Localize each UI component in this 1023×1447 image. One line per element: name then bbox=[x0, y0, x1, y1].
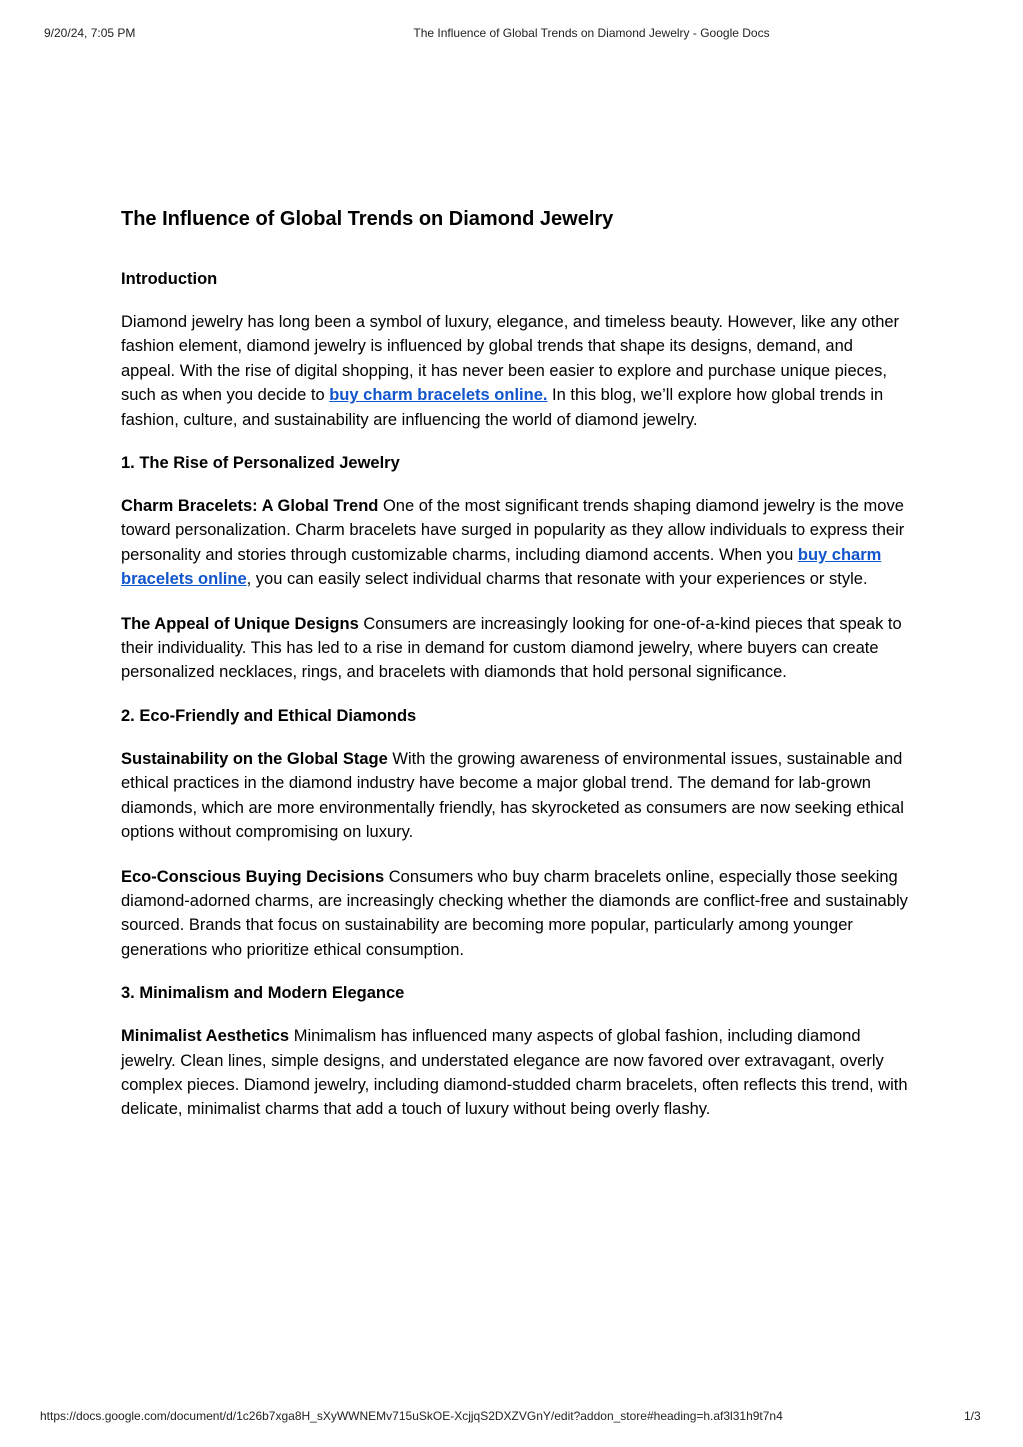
s3-p1-text: Minimalism has influenced many aspects of global fashion, including diamond jewelry. Clean lines, simple designs, and understated elegance are now favored over extravagant, overly complex pieces. Diamond jewelry, including diamond-studded charm bracelets, often reflects this trend, with delicate, minimalist charms that add a touch of luxury without being overly flashy. bbox=[121, 1027, 908, 1119]
section-1-paragraph-2 bbox=[121, 612, 911, 685]
print-footer bbox=[0, 1409, 1023, 1425]
buy-charm-bracelets-link-1[interactable]: buy charm bracelets online. bbox=[329, 386, 548, 405]
section-2-paragraph-1 bbox=[121, 747, 911, 845]
section-3-heading: 3. Minimalism and Modern Elegance bbox=[121, 984, 405, 1003]
section-1-heading: 1. The Rise of Personalized Jewelry bbox=[121, 454, 400, 473]
intro-heading: Introduction bbox=[121, 270, 218, 288]
document-title: The Influence of Global Trends on Diamond Jewelry bbox=[121, 208, 614, 230]
charm-bracelets-lead: Charm Bracelets: A Global Trend bbox=[121, 497, 379, 516]
print-url: https://docs.google.com/document/d/1c26b7xga8H_sXyWWNEMv715uSkOE-XcjjqS2DXZVGnY/edit?addon_store#heading=h.af3l31h9t7n4 bbox=[40, 1409, 783, 1423]
print-datetime: 9/20/24, 7:05 PM bbox=[44, 26, 136, 40]
section-3-paragraph-1 bbox=[121, 1024, 911, 1122]
page-number: 1/3 bbox=[964, 1409, 981, 1423]
minimalist-aesthetics-lead: Minimalist Aesthetics bbox=[121, 1027, 290, 1046]
s2-p2-text: Consumers who buy charm bracelets online, especially those seeking diamond-adorned charms, are increasingly checking whether the diamonds are conflict-free and sustainably sourced. Brands that focus on sustainability are becoming more popular, particularly among younger generations who prioritize ethical consumption. bbox=[121, 867, 908, 959]
document-body bbox=[121, 206, 911, 1142]
s2-p1-text: With the growing awareness of environmental issues, sustainable and ethical practices in the diamond industry have become a major global trend. The demand for lab-grown diamonds, which are more environmentally friendly, has skyrocketed as consumers are now seeking ethical options without compromising on luxury. bbox=[121, 749, 904, 842]
print-header bbox=[0, 26, 1023, 42]
intro-paragraph bbox=[121, 310, 911, 432]
s1-p1-text-1: One of the most significant trends shaping diamond jewelry is the move toward personalization. Charm bracelets have surged in popularity as they allow individuals to express their personality and stories through customizable charms, including diamond accents. When you bbox=[121, 497, 905, 564]
sustainability-lead: Sustainability on the Global Stage bbox=[121, 749, 388, 768]
print-tab-title: The Influence of Global Trends on Diamond Jewelry - Google Docs bbox=[413, 26, 770, 40]
buy-charm-bracelets-link-2[interactable]: buy charm bracelets online bbox=[121, 545, 882, 589]
s1-p2-text: Consumers are increasingly looking for one-of-a-kind pieces that speak to their individuality. This has led to a rise in demand for custom diamond jewelry, where buyers can create personalized necklaces, rings, and bracelets with diamonds that hold personal significance. bbox=[121, 614, 902, 682]
unique-designs-lead: The Appeal of Unique Designs bbox=[121, 614, 359, 633]
s1-p1-text-2: , you can easily select individual charms that resonate with your experiences or style. bbox=[246, 570, 868, 589]
intro-text-1: Diamond jewelry has long been a symbol of luxury, elegance, and timeless beauty. However, like any other fashion element, diamond jewelry is influenced by global trends that shape its designs, demand, and appeal. With the rise of digital shopping, it has never been easier to explore and purchase unique pieces, such as when you decide to bbox=[121, 313, 900, 405]
section-1-paragraph-1 bbox=[121, 494, 911, 592]
section-2-heading: 2. Eco-Friendly and Ethical Diamonds bbox=[121, 706, 417, 725]
section-2-paragraph-2 bbox=[121, 865, 911, 963]
eco-conscious-lead: Eco-Conscious Buying Decisions bbox=[121, 867, 385, 886]
intro-text-2: In this blog, we’ll explore how global trends in fashion, culture, and sustainability are influencing the world of diamond jewelry. bbox=[121, 386, 884, 429]
